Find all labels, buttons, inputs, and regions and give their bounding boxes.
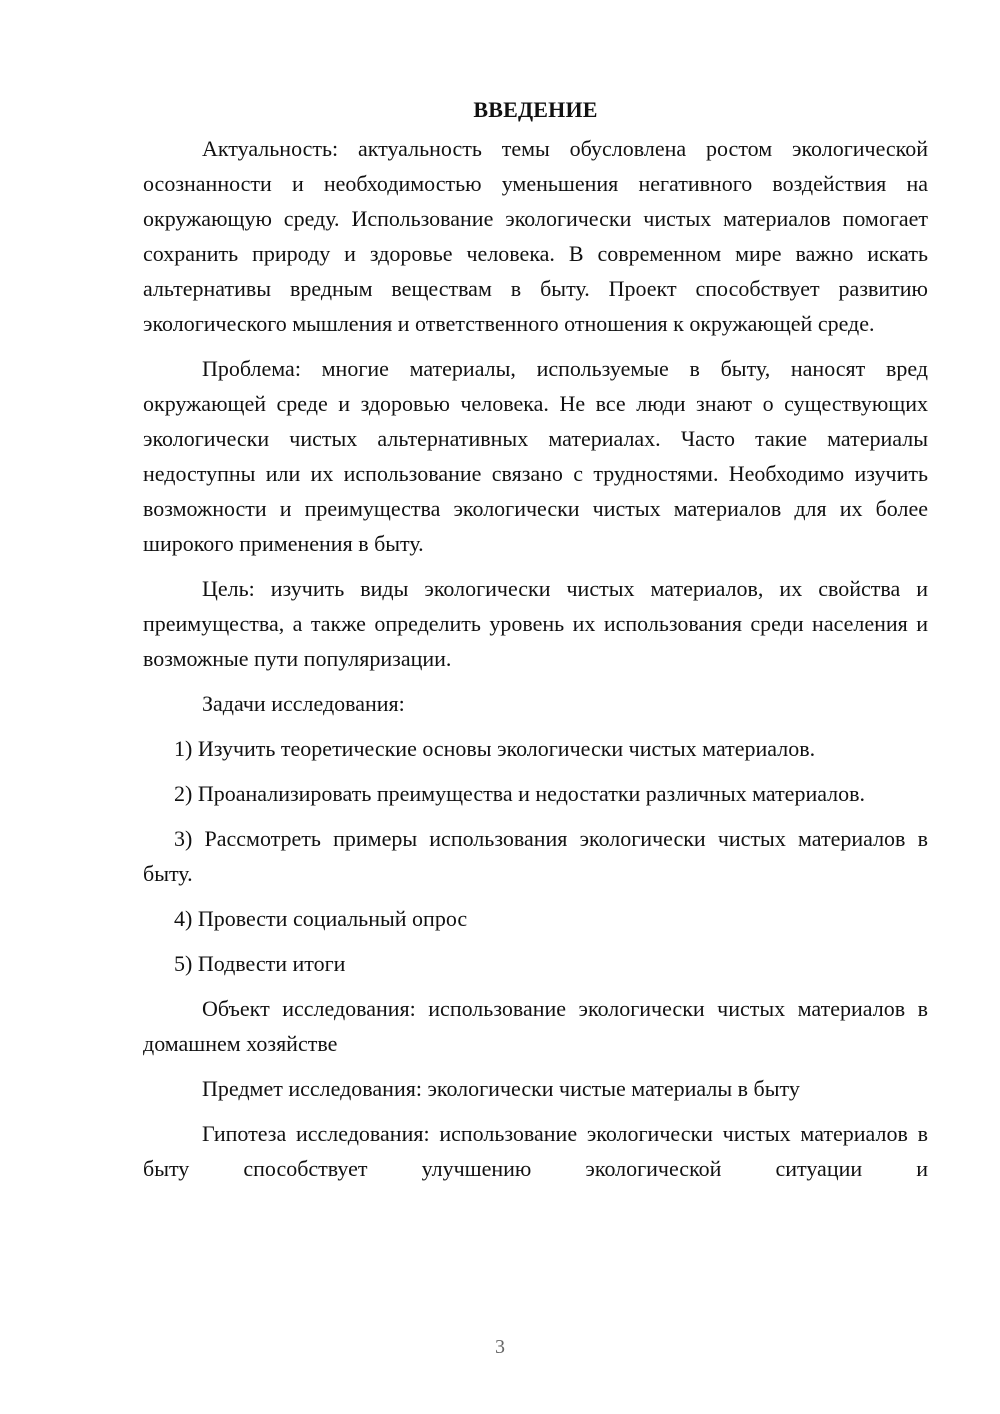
page-number: 3 bbox=[495, 1336, 505, 1358]
paragraph-goal: Цель: изучить виды экологически чистых материалов, их свойства и преимущества, а также определить уровень их использования среди населения и возможные пути популяризации. bbox=[143, 576, 928, 671]
paragraph-tasks-heading: Задачи исследования: bbox=[202, 691, 405, 716]
task-item-2: 2) Проанализировать преимущества и недостатки различных материалов. bbox=[174, 781, 866, 806]
task-item-4: 4) Провести социальный опрос bbox=[174, 906, 468, 931]
task-item-5: 5) Подвести итоги bbox=[174, 951, 346, 976]
task-item-1: 1) Изучить теоретические основы экологически чистых материалов. bbox=[174, 736, 816, 761]
paragraph-relevance: Актуальность: актуальность темы обусловлена ростом экологической осознанности и необходимостью уменьшения негативного воздействия на окружающую среду. Использование экологически чистых материалов помогает сохранить природу и здоровье человека. В современном мире важно искать альтернативы вредным веществам в быту. Проект способствует развитию экологического мышления и ответственного отношения к окружающей среде. bbox=[143, 136, 928, 336]
document-page bbox=[143, 92, 928, 1186]
paragraph-subject: Предмет исследования: экологически чистые материалы в быту bbox=[202, 1076, 800, 1101]
paragraph-problem: Проблема: многие материалы, используемые в быту, наносят вред окружающей среде и здоровью человека. Не все люди знают о существующих экологически чистых альтернативных материалах. Часто такие материалы недоступны или их использование связано с трудностями. Необходимо изучить возможности и преимущества экологически чистых материалов для их более широкого применения в быту. bbox=[143, 356, 928, 556]
task-item-3: 3) Рассмотреть примеры использования экологически чистых материалов в быту. bbox=[143, 826, 928, 886]
paragraph-hypothesis: Гипотеза исследования: использование экологически чистых материалов в быту способствует улучшению экологической ситуации и bbox=[143, 1121, 928, 1181]
paragraph-object: Объект исследования: использование экологически чистых материалов в домашнем хозяйстве bbox=[143, 996, 928, 1056]
section-title: ВВЕДЕНИЕ bbox=[473, 97, 598, 122]
